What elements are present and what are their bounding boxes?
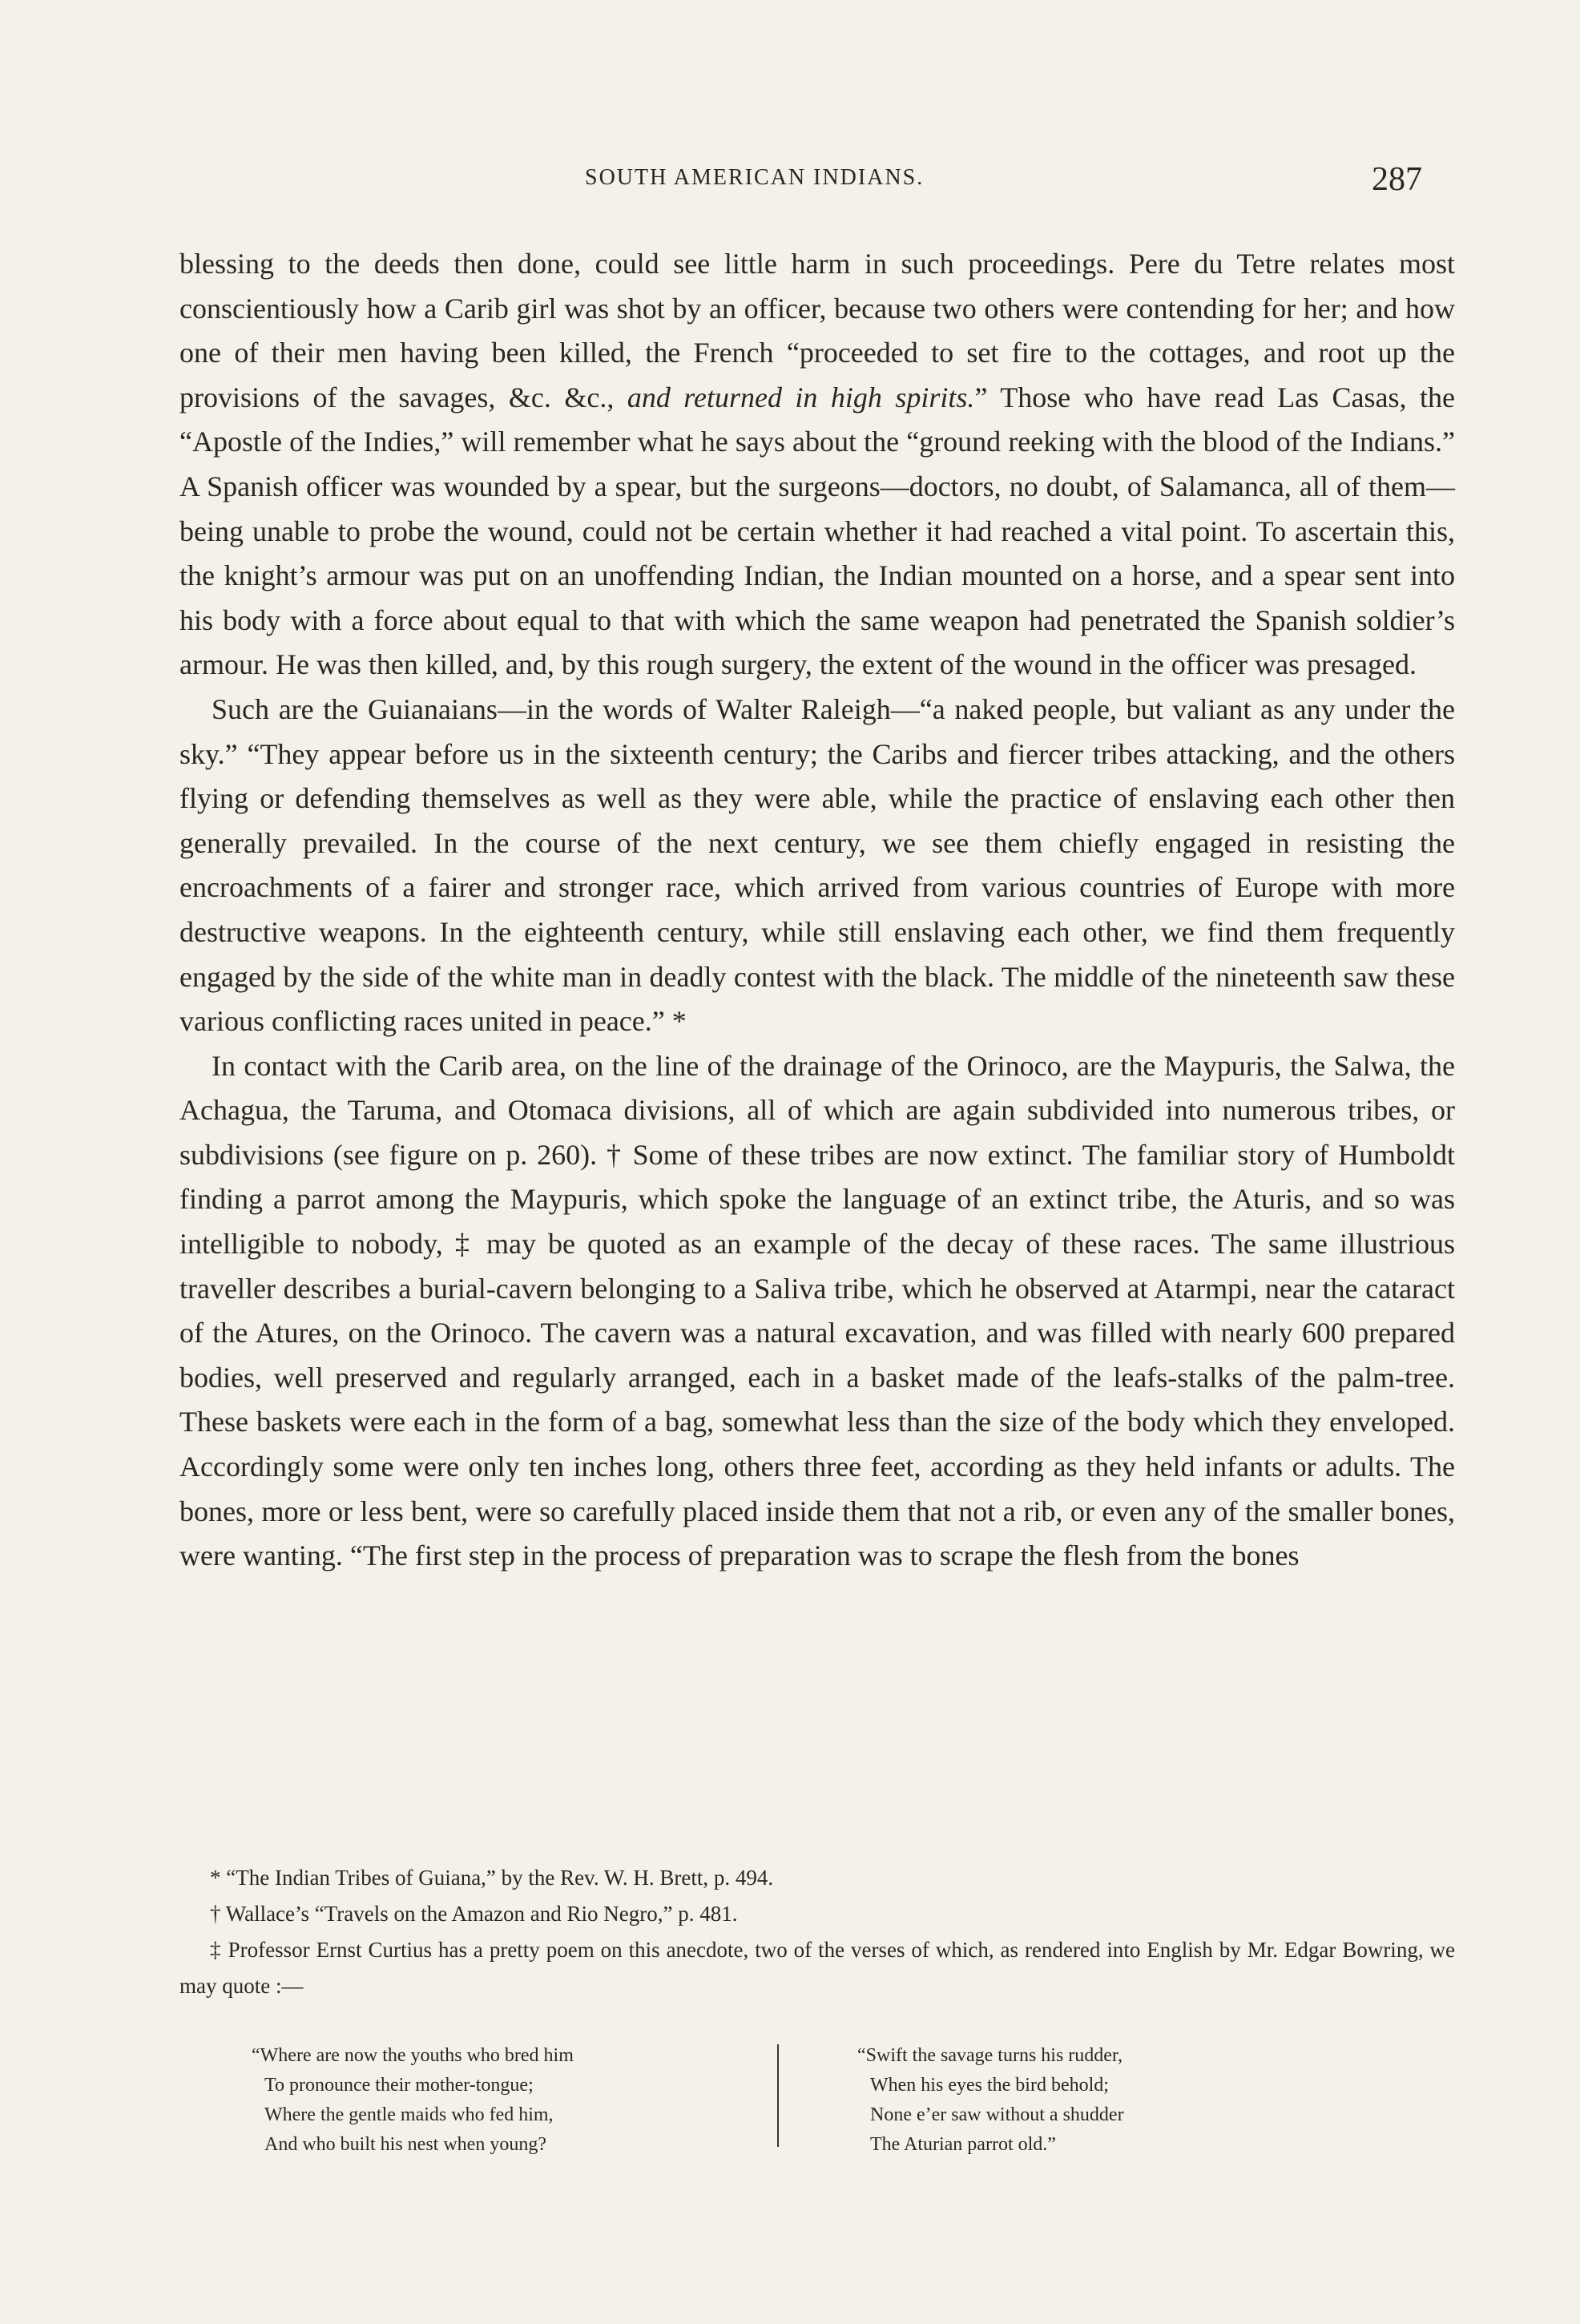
paragraph-1 — [179, 242, 1455, 688]
paragraph-1-italic: and returned in high spirits. — [627, 381, 975, 414]
poem-divider — [777, 2044, 779, 2147]
poem-line: Where the gentle maids who fed him, — [264, 2104, 554, 2125]
paragraph-1-text-b: ” Those who have read Las Casas, the “Apostle of the Indies,” will remember what he says about the “ground reeking with the blood of the Indians.” A Spanish officer was wounded by a spear, but the surgeons—doctors, no doubt, of Salamanca, all of them—being unable to probe the wound, could not be certain whether it had reached a vital point. To ascertain this, the knight’s armour was put on an unoffending Indian, the Indian mounted on a horse, and a spear sent into his body with a force about equal to that with which the same weapon had penetrated the Spanish soldier’s armour. He was then killed, and, by this rough surgery, the extent of the wound in the officer was presaged. — [179, 381, 1455, 681]
poem-line: “Where are now the youths who bred him — [252, 2045, 574, 2066]
footnote-star: * “The Indian Tribes of Guiana,” by the Rev. W. H. Brett, p. 494. — [210, 1866, 774, 1890]
poem-line: The Aturian parrot old.” — [870, 2134, 1056, 2155]
running-title: SOUTH AMERICAN INDIANS. — [585, 165, 925, 190]
poem-line: None e’er saw without a shudder — [870, 2104, 1124, 2125]
footnote-double-dagger: ‡ Professor Ernst Curtius has a pretty poem on this anecdote, two of the verses of which, as rendered into English by Mr. Edgar Bowring, we may quote :— — [179, 1938, 1455, 1998]
footnote-dagger: † Wallace’s “Travels on the Amazon and Rio Negro,” p. 481. — [210, 1902, 738, 1926]
poem-line: “Swift the savage turns his rudder, — [857, 2045, 1123, 2066]
poem-line: When his eyes the bird behold; — [870, 2075, 1109, 2096]
footnotes — [179, 1860, 1455, 2004]
poem-stanza-left — [252, 2041, 574, 2160]
paragraph-3: In contact with the Carib area, on the line of the drainage of the Orinoco, are the Maypuris, the Salwa, the Achagua, the Taruma, and Otomaca divisions, all of which are again subdivided into numerous tribes, or subdivisions (see figure on p. 260). † Some of these tribes are now extinct. The familiar story of Humboldt finding a parrot among the Maypuris, which spoke the language of an extinct tribe, the Aturis, and so was intelligible to nobody, ‡ may be quoted as an example of the decay of these races. The same illustrious traveller describes a burial-cavern belonging to a Saliva tribe, which he observed at Atarmpi, near the cataract of the Atures, on the Orinoco. The cavern was a natural excavation, and was filled with nearly 600 prepared bodies, well preserved and regularly arranged, each in a basket made of the leafs-stalks of the palm-tree. These baskets were each in the form of a bag, somewhat less than the size of the body which they enveloped. Accordingly some were only ten inches long, others three feet, according as they held infants or adults. The bones, more or less bent, were so carefully placed inside them that not a rib, or even any of the smaller bones, were wanting. “The first step in the process of preparation was to scrape the flesh from the bones — [179, 1049, 1455, 1572]
poem-line: To pronounce their mother-tongue; — [264, 2075, 534, 2096]
paragraph-2: Such are the Guianaians—in the words of Walter Raleigh—“a naked people, but valiant as any under the sky.” “They appear before us in the sixteenth century; the Caribs and fiercer tribes attacking, and the others flying or defending themselves as well as they were able, while the practice of enslaving each other then generally prevailed. In the course of the next century, we see them chiefly engaged in resisting the encroachments of a fairer and stronger race, which arrived from various countries of Europe with more destructive weapons. In the eighteenth century, while still enslaving each other, we find them frequently engaged by the side of the white man in deadly contest with the black. The middle of the nineteenth saw these various conflicting races united in peace.” * — [179, 692, 1455, 1038]
paragraph-1-text-a: blessing to the deeds then done, could see little harm in such proceedings. Pere du Tetre relates most conscientiously how a Carib girl was shot by an officer, because two others were contending for her; and how one of their men having been killed, the French “proceeded to set fire to the cottages, and root up the provisions of the savages, &c. &c., — [179, 248, 1455, 414]
poem-line: And who built his nest when young? — [264, 2134, 546, 2155]
running-head — [0, 161, 1580, 205]
poem-quote — [179, 2041, 1455, 2161]
body-text — [179, 242, 1455, 1579]
page-number: 287 — [1372, 161, 1422, 198]
poem-stanza-right — [857, 2041, 1124, 2160]
